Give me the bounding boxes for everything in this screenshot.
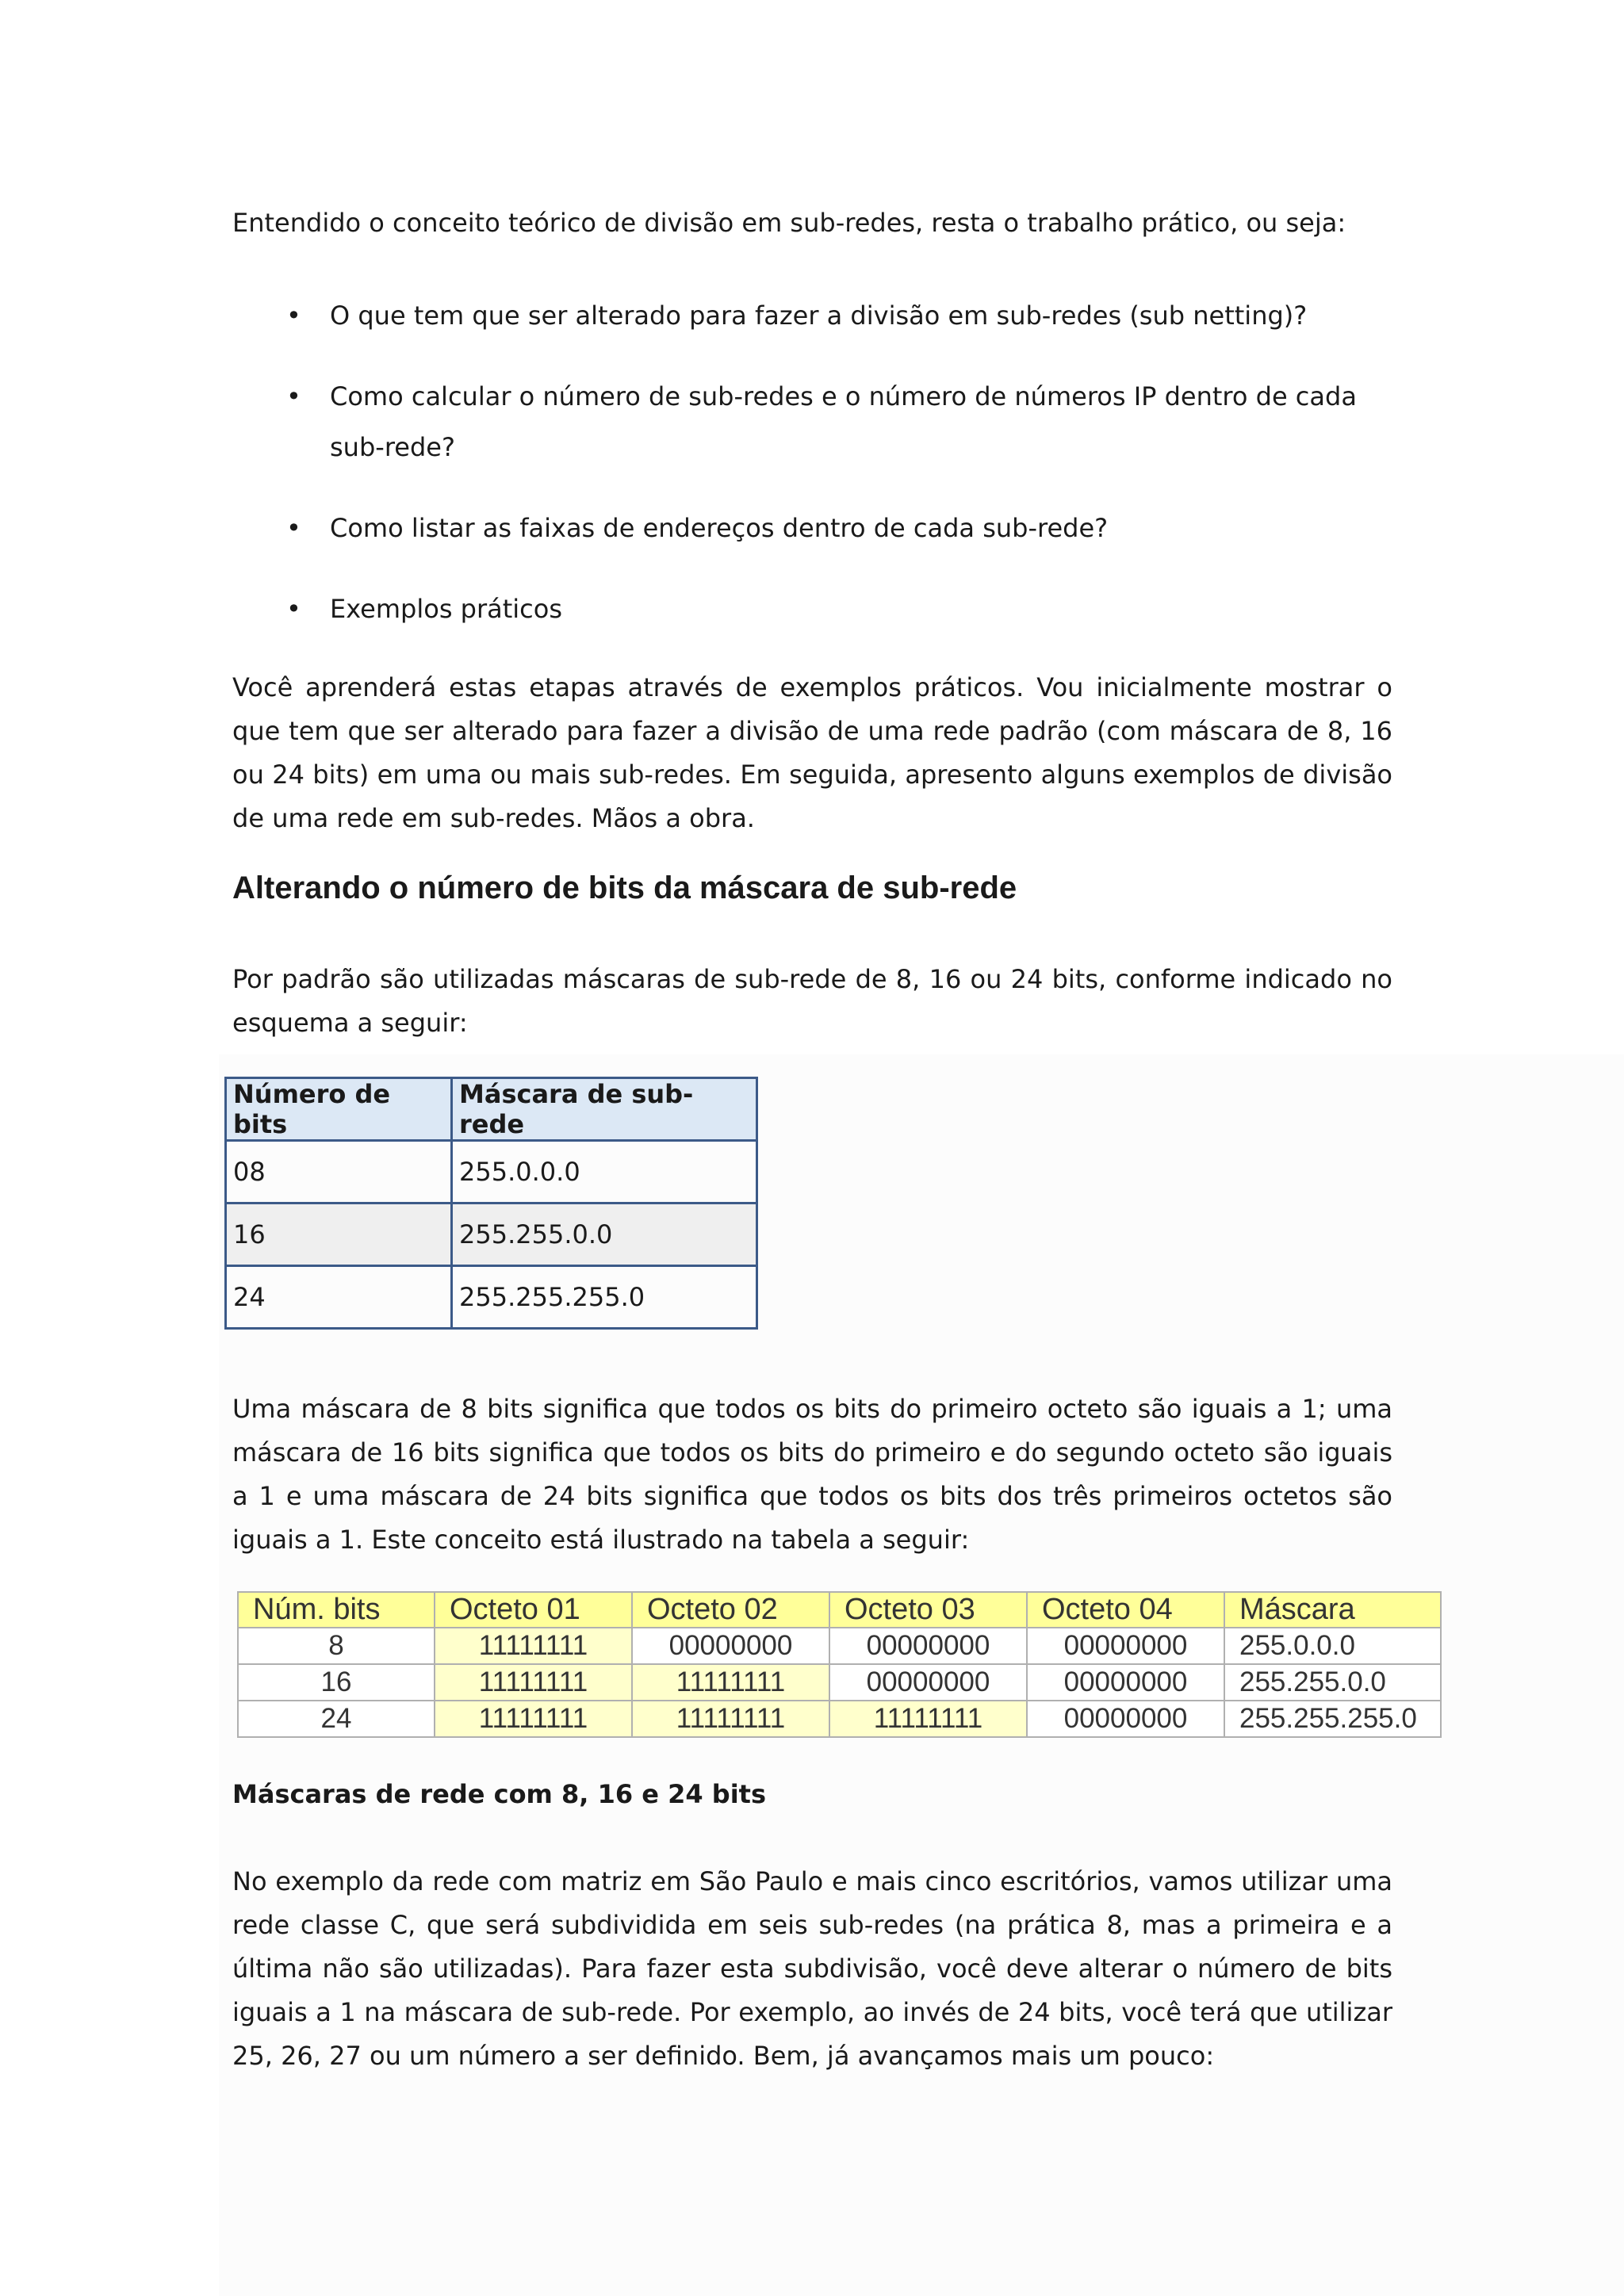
bullet-icon: • — [286, 513, 301, 543]
table-cell: 00000000 — [829, 1628, 1027, 1664]
table-cell: 255.0.0.0 — [1224, 1628, 1441, 1664]
table-cell: 00000000 — [1027, 1664, 1224, 1701]
table-cell: 11111111 — [435, 1701, 632, 1737]
table-cell: 11111111 — [632, 1701, 829, 1737]
table-cell: 255.255.0.0 — [1224, 1664, 1441, 1701]
table-header-row — [226, 1078, 757, 1141]
list-item: • Exemplos práticos — [232, 584, 1392, 634]
table-row — [238, 1701, 1441, 1737]
table-header-row — [238, 1592, 1441, 1628]
table-row — [226, 1141, 757, 1203]
bullet-icon: • — [286, 594, 301, 624]
table-cell: 16 — [238, 1664, 435, 1701]
table-header-cell: Máscara de sub-rede — [452, 1078, 757, 1141]
table-header-cell: Máscara — [1224, 1592, 1441, 1628]
table-cell: 8 — [238, 1628, 435, 1664]
section-heading: Alterando o número de bits da máscara de sub-rede — [232, 871, 1017, 905]
table-header-cell: Octeto 01 — [435, 1592, 632, 1628]
explanation-paragraph: Você aprenderá estas etapas através de exemplos práticos. Vou inicialmente mostrar o que tem que ser alterado para fazer a divisão de uma rede padrão (com máscara de 8, 16 ou 24 bits) em uma ou mais sub-redes. Em seguida, apresento alguns exemplos de divisão de uma rede em sub-redes. Mãos a obra. — [232, 672, 1392, 833]
table-cell: 00000000 — [829, 1664, 1027, 1701]
octet-explanation-paragraph: Uma máscara de 8 bits significa que todos os bits do primeiro octeto são iguais a 1; uma máscara de 16 bits significa que todos os bits do primeiro e do segundo octeto são iguais a 1 e uma máscara de 24 bits significa que todos os bits dos três primeiros octetos são iguais a 1. Este conceito está ilustrado na tabela a seguir: — [232, 1394, 1392, 1555]
bullet-icon: • — [286, 381, 301, 411]
table-cell: 24 — [226, 1266, 452, 1329]
intro-paragraph: Entendido o conceito teórico de divisão em sub-redes, resta o trabalho prático, ou seja: — [232, 208, 1346, 238]
table-row — [226, 1266, 757, 1329]
bullet-icon: • — [286, 300, 301, 331]
table-header-cell: Octeto 03 — [829, 1592, 1027, 1628]
table-cell: 11111111 — [632, 1664, 829, 1701]
table-header-cell: Número de bits — [226, 1078, 452, 1141]
table-cell: 00000000 — [1027, 1701, 1224, 1737]
octet-table — [237, 1591, 1442, 1738]
table-header-cell: Octeto 04 — [1027, 1592, 1224, 1628]
table-cell: 24 — [238, 1701, 435, 1737]
list-item: • Como listar as faixas de endereços dentro de cada sub-rede? — [232, 503, 1392, 553]
table-cell: 00000000 — [632, 1628, 829, 1664]
table-row — [226, 1203, 757, 1266]
table-cell: 255.255.255.0 — [452, 1266, 757, 1329]
list-item: • Como calcular o número de sub-redes e o número de números IP dentro de cada sub-rede? — [232, 371, 1392, 473]
table-cell: 11111111 — [829, 1701, 1027, 1737]
default-masks-paragraph: Por padrão são utilizadas máscaras de sub-rede de 8, 16 ou 24 bits, conforme indicado no esquema a seguir: — [232, 964, 1392, 1038]
table-cell: 16 — [226, 1203, 452, 1266]
table-cell: 08 — [226, 1141, 452, 1203]
table-cell: 11111111 — [435, 1664, 632, 1701]
table-header-cell: Octeto 02 — [632, 1592, 829, 1628]
table-header-cell: Núm. bits — [238, 1592, 435, 1628]
table-cell: 255.255.0.0 — [452, 1203, 757, 1266]
table-caption: Máscaras de rede com 8, 16 e 24 bits — [232, 1779, 766, 1809]
table-row — [238, 1664, 1441, 1701]
list-item: • O que tem que ser alterado para fazer a divisão em sub-redes (sub netting)? — [232, 290, 1392, 341]
table-cell: 255.0.0.0 — [452, 1141, 757, 1203]
example-paragraph: No exemplo da rede com matriz em São Paulo e mais cinco escritórios, vamos utilizar uma rede classe C, que será subdividida em seis sub-redes (na prática 8, mas a primeira e a última não são utilizadas). Para fazer esta subdivisão, você deve alterar o número de bits iguais a 1 na máscara de sub-rede. Por exemplo, ao invés de 24 bits, você terá que utilizar 25, 26, 27 ou um número a ser definido. Bem, já avançamos mais um pouco: — [232, 1866, 1392, 2071]
table-row — [238, 1628, 1441, 1664]
mask-table — [224, 1077, 758, 1330]
table-cell: 255.255.255.0 — [1224, 1701, 1441, 1737]
table-cell: 00000000 — [1027, 1628, 1224, 1664]
table-cell: 11111111 — [435, 1628, 632, 1664]
topics-list — [232, 290, 1392, 664]
